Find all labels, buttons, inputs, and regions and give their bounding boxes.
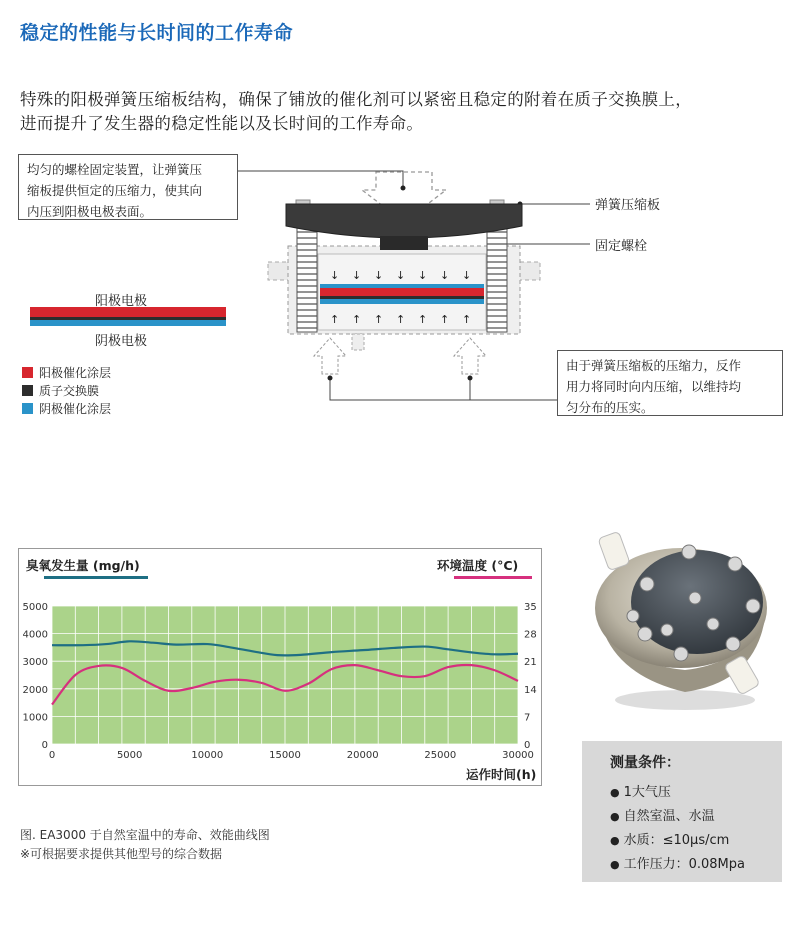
condition-item: ● 1大气压 (610, 781, 671, 800)
callout-bolt-fixing: 均匀的螺栓固定装置，让弹簧压 缩板提供恒定的压缩力，使其向 内压到阳极电极表面。 (18, 154, 238, 220)
svg-text:↓: ↓ (330, 269, 340, 282)
y-right-tick-label: 7 (524, 712, 531, 724)
label-fixing-bolt: 固定螺栓 (595, 239, 648, 254)
conditions-title: 测量条件： (610, 755, 680, 771)
condition-item: ● 工作压力：0.08Mpa (610, 853, 745, 872)
svg-text:↑: ↑ (462, 313, 472, 326)
figure-caption: 图. EA3000 于自然室温中的寿命、效能曲线图 (20, 828, 270, 842)
x-tick-label: 30000 (502, 750, 534, 761)
legend-swatch (22, 385, 33, 396)
svg-text:↑: ↑ (418, 313, 428, 326)
y-left-tick-label: 1000 (22, 712, 48, 724)
reaction-arrow-right-icon (454, 338, 486, 374)
intro-line-1: 特殊的阳极弹簧压缩板结构，确保了铺放的催化剂可以紧密且稳定的附着在质子交换膜上， (20, 90, 692, 109)
intro-line-2: 进而提升了发生器的稳定性能以及长时间的工作寿命。 (20, 114, 424, 133)
x-tick-label: 0 (48, 750, 56, 761)
svg-text:↓: ↓ (418, 269, 428, 282)
y-right-tick-label: 35 (524, 602, 537, 613)
y-right-tick-label: 14 (524, 684, 537, 696)
legend-swatch (22, 403, 33, 414)
legend-swatch (22, 367, 33, 378)
page-title: 稳定的性能与长时间的工作寿命 (20, 22, 294, 44)
layer-legend (22, 364, 111, 416)
x-tick-label: 15000 (269, 750, 301, 761)
svg-text:↓: ↓ (352, 269, 362, 282)
x-tick-label: 25000 (424, 750, 457, 761)
svg-text:↑: ↑ (440, 313, 450, 326)
svg-text:↓: ↓ (374, 269, 384, 282)
y-left-tick-label: 4000 (22, 629, 48, 641)
chart-x-axis-title: 运作时间(h) (466, 767, 537, 782)
y-right-tick-label: 21 (524, 657, 537, 669)
y-left-tick-label: 0 (41, 740, 48, 751)
x-tick-label: 5000 (116, 750, 143, 761)
product-image (585, 522, 785, 722)
svg-text:↑: ↑ (352, 313, 362, 326)
condition-item: ● 自然室温、水温 (610, 805, 715, 824)
y-right-tick-label: 0 (524, 740, 531, 751)
reaction-arrow-left-icon (314, 338, 346, 374)
x-tick-label: 20000 (346, 750, 379, 761)
callout-reaction-force: 由于弹簧压缩板的压缩力，反作 用力将同时向内压缩，以维持均 匀分布的压实。 (557, 350, 783, 416)
x-tick-label: 10000 (191, 750, 224, 761)
svg-text:↓: ↓ (396, 269, 406, 282)
label-spring-plate: 弹簧压缩板 (595, 198, 661, 213)
left-axis-accent (44, 576, 148, 579)
legend-item: 阳极催化涂层 (22, 364, 111, 380)
svg-text:↑: ↑ (396, 313, 406, 326)
chart-right-axis-title: 环境温度 (°C) (437, 558, 519, 573)
label-anode: 阳极电极 (95, 294, 148, 309)
y-left-tick-label: 2000 (22, 684, 48, 696)
label-cathode: 阴极电极 (95, 334, 148, 349)
lifetime-chart (18, 548, 540, 784)
condition-item: ● 水质：≤10μs/cm (610, 829, 729, 848)
svg-text:↓: ↓ (462, 269, 472, 282)
y-left-tick-label: 5000 (22, 602, 48, 613)
svg-text:↑: ↑ (374, 313, 384, 326)
legend-item: 阴极催化涂层 (22, 400, 111, 416)
svg-text:↓: ↓ (440, 269, 450, 282)
legend-item: 质子交换膜 (22, 382, 111, 398)
figure-note: ※可根据要求提供其他型号的综合数据 (20, 847, 223, 861)
chart-left-axis-title: 臭氧发生量 (mg/h) (26, 558, 140, 573)
y-right-tick-label: 28 (524, 629, 537, 641)
svg-text:↑: ↑ (330, 313, 340, 326)
y-left-tick-label: 3000 (22, 657, 48, 669)
right-axis-accent (454, 576, 532, 579)
pressure-block (380, 236, 428, 250)
